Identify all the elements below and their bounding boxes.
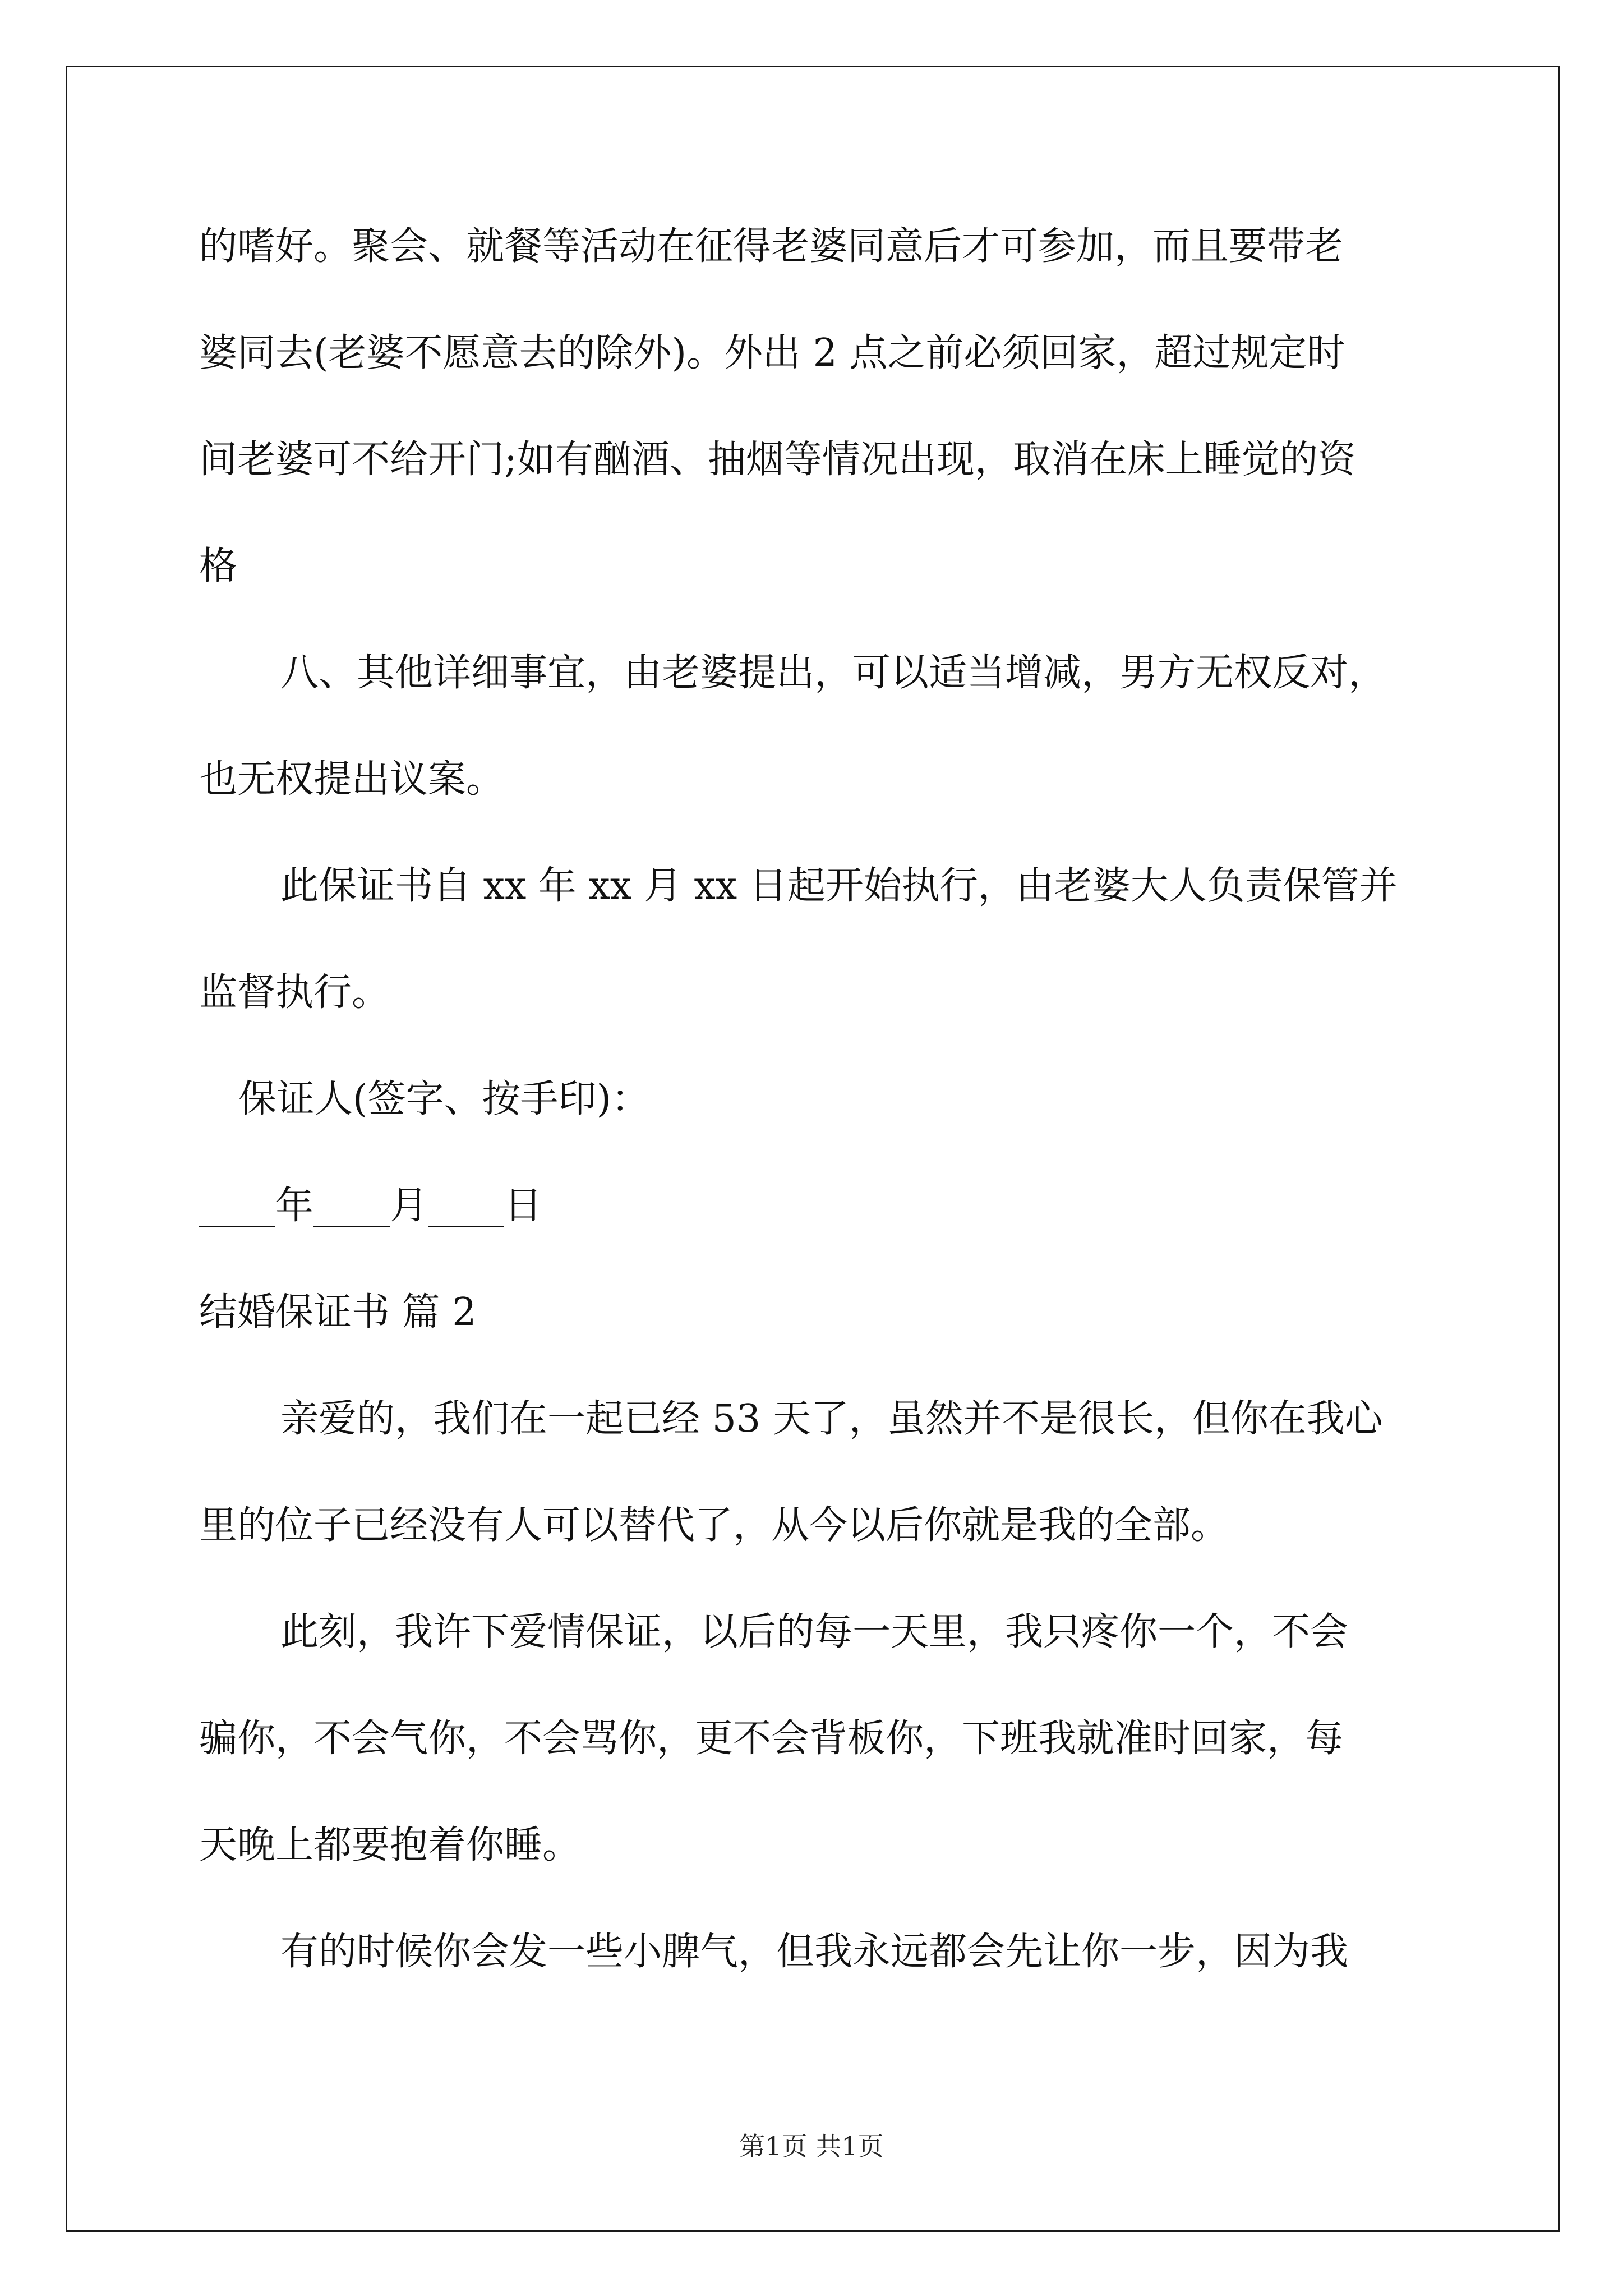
text-line: 八、其他详细事宜，由老婆提出，可以适当增减，男方无权反对， [280,651,1387,695]
text-line: 有的时候你会发一些小脾气，但我永远都会先让你一步，因为我 [280,1930,1349,1974]
section-heading: 结婚保证书 篇 2 [199,1290,477,1335]
text-line: 此保证书自 xx 年 xx 月 xx 日起开始执行，由老婆大人负责保管并 [280,864,1398,908]
date-line: ____年____月____日 [199,1184,543,1228]
text-line: 的嗜好。聚会、就餐等活动在征得老婆同意后才可参加，而且要带老 [199,224,1344,269]
text-line: 婆同去(老婆不愿意去的除外)。外出 2 点之前必须回家，超过规定时 [199,331,1345,375]
guarantor-signature-line: 保证人(签字、按手印)： [238,1077,650,1121]
text-line: 里的位子已经没有人可以替代了，从今以后你就是我的全部。 [199,1503,1229,1548]
text-line: 间老婆可不给开门;如有酗酒、抽烟等情况出现，取消在床上睡觉的资 [199,438,1356,482]
document-body [199,213,1450,2025]
text-line: 骗你，不会气你，不会骂你，更不会背板你，下班我就准时回家，每 [199,1717,1344,1761]
text-line: 格 [199,544,238,588]
text-line: 监督执行。 [199,970,390,1015]
page-number-footer: 第1页 共1页 [739,2131,884,2161]
text-line: 天晚上都要抱着你睡。 [199,1823,581,1867]
text-line: 此刻，我许下爱情保证，以后的每一天里，我只疼你一个，不会 [280,1610,1349,1654]
text-line: 也无权提出议案。 [199,757,505,802]
text-line: 亲爱的，我们在一起已经 53 天了，虽然并不是很长，但你在我心 [280,1397,1383,1441]
